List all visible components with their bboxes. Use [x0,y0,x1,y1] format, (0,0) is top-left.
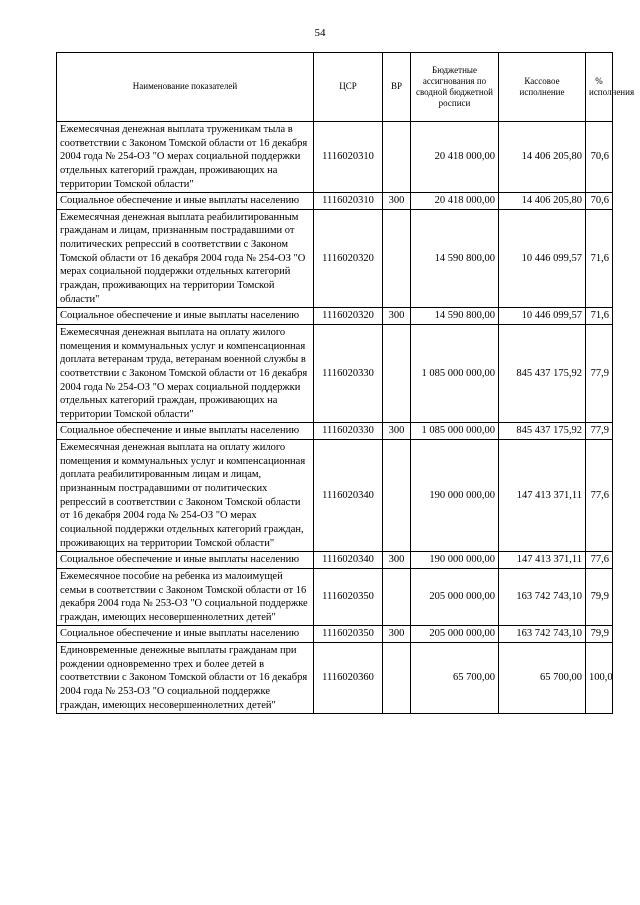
cell-name: Ежемесячная денежная выплата на оплату жилого помещения и коммунальных услуг и компенсационная доплата реабилитированным лицам и лицам, признанным пострадавшими от политических репрессий в соответствии с Законом Томской области от 16 декабря 2004 года № 254-ОЗ "О мерах социальной поддержки отдельных категорий граждан, проживающих на территории Томской области" [57,440,314,552]
cell-name: Ежемесячная денежная выплата труженикам тыла в соответствии с Законом Томской области от 16 декабря 2004 года № 254-ОЗ "О мерах социальной поддержки отдельных категорий граждан, проживающих на территории Томской области" [57,122,314,193]
cell-percent: 79,9 [586,568,613,626]
cell-name: Ежемесячное пособие на ребенка из малоимущей семьи в соответствии с Законом Томской области от 16 декабря 2004 года № 253-ОЗ "О социальной поддержке граждан, имеющих несовершеннолетних детей" [57,568,314,626]
cell-percent: 70,6 [586,122,613,193]
table-row [57,423,613,440]
cell-csr: 1116020310 [314,193,383,210]
table-row [57,568,613,626]
column-header-percent: % исполнения [586,53,613,122]
column-header-csr: ЦСР [314,53,383,122]
cell-csr: 1116020340 [314,552,383,569]
cell-csr: 1116020330 [314,324,383,422]
cell-percent: 70,6 [586,193,613,210]
cell-budget: 14 590 800,00 [411,308,499,325]
cell-budget: 205 000 000,00 [411,568,499,626]
cell-vr: 300 [383,552,411,569]
cell-budget: 20 418 000,00 [411,122,499,193]
table-row [57,122,613,193]
column-header-name: Наименование показателей [57,53,314,122]
cell-name: Социальное обеспечение и иные выплаты населению [57,308,314,325]
cell-budget: 205 000 000,00 [411,626,499,643]
cell-name: Ежемесячная денежная выплата на оплату жилого помещения и коммунальных услуг и компенсационная доплата ветеранам труда, ветеранам военной службы в соответствии с Законом Томской области от 16 декабря 2004 года № 254-ОЗ "О мерах социальной поддержки отдельных категорий граждан, проживающих на территории Томской области" [57,324,314,422]
table-row [57,324,613,422]
cell-cash: 147 413 371,11 [499,440,586,552]
cell-cash: 147 413 371,11 [499,552,586,569]
page-number: 54 [314,27,326,39]
table-row [57,193,613,210]
cell-csr: 1116020350 [314,568,383,626]
cell-budget: 1 085 000 000,00 [411,423,499,440]
cell-vr [383,122,411,193]
cell-percent: 77,9 [586,324,613,422]
table-row [57,552,613,569]
table-row [57,643,613,714]
cell-budget: 1 085 000 000,00 [411,324,499,422]
cell-cash: 10 446 099,57 [499,308,586,325]
table-row [57,308,613,325]
table-row [57,440,613,552]
cell-name: Социальное обеспечение и иные выплаты населению [57,552,314,569]
cell-vr: 300 [383,308,411,325]
cell-vr [383,440,411,552]
cell-name: Единовременные денежные выплаты гражданам при рождении одновременно трех и более детей в соответствии с Законом Томской области от 16 декабря 2004 года № 253-ОЗ "О социальной поддержке граждан, имеющих несовершеннолетних детей" [57,643,314,714]
cell-name: Социальное обеспечение и иные выплаты населению [57,423,314,440]
cell-budget: 190 000 000,00 [411,440,499,552]
cell-budget: 190 000 000,00 [411,552,499,569]
column-header-cash: Кассовое исполнение [499,53,586,122]
cell-csr: 1116020330 [314,423,383,440]
cell-percent: 77,6 [586,552,613,569]
cell-csr: 1116020320 [314,209,383,307]
cell-vr [383,643,411,714]
cell-vr [383,568,411,626]
column-header-budget: Бюджетные ассигнования по сводной бюджетной росписи [411,53,499,122]
cell-percent: 71,6 [586,308,613,325]
cell-percent: 77,6 [586,440,613,552]
cell-percent: 71,6 [586,209,613,307]
cell-vr [383,324,411,422]
cell-cash: 14 406 205,80 [499,193,586,210]
table-row [57,209,613,307]
cell-percent: 79,9 [586,626,613,643]
cell-cash: 845 437 175,92 [499,324,586,422]
cell-csr: 1116020360 [314,643,383,714]
table-row [57,626,613,643]
cell-vr: 300 [383,193,411,210]
cell-vr [383,209,411,307]
cell-vr: 300 [383,423,411,440]
cell-csr: 1116020340 [314,440,383,552]
cell-name: Ежемесячная денежная выплата реабилитированным гражданам и лицам, признанным пострадавшими от политических репрессий в соответствии с Законом Томской области от 16 декабря 2004 года № 254-ОЗ "О мерах социальной поддержки отдельных категорий граждан, проживающих на территории Томской области" [57,209,314,307]
cell-name: Социальное обеспечение и иные выплаты населению [57,626,314,643]
cell-percent: 77,9 [586,423,613,440]
cell-cash: 14 406 205,80 [499,122,586,193]
cell-csr: 1116020320 [314,308,383,325]
cell-cash: 10 446 099,57 [499,209,586,307]
cell-percent: 100,0 [586,643,613,714]
cell-name: Социальное обеспечение и иные выплаты населению [57,193,314,210]
cell-cash: 163 742 743,10 [499,568,586,626]
cell-budget: 14 590 800,00 [411,209,499,307]
cell-csr: 1116020350 [314,626,383,643]
cell-cash: 163 742 743,10 [499,626,586,643]
cell-cash: 845 437 175,92 [499,423,586,440]
cell-csr: 1116020310 [314,122,383,193]
budget-execution-table [56,52,635,714]
cell-budget: 65 700,00 [411,643,499,714]
cell-cash: 65 700,00 [499,643,586,714]
table-header-row [57,53,613,122]
cell-budget: 20 418 000,00 [411,193,499,210]
column-header-vr: ВР [383,53,411,122]
cell-vr: 300 [383,626,411,643]
